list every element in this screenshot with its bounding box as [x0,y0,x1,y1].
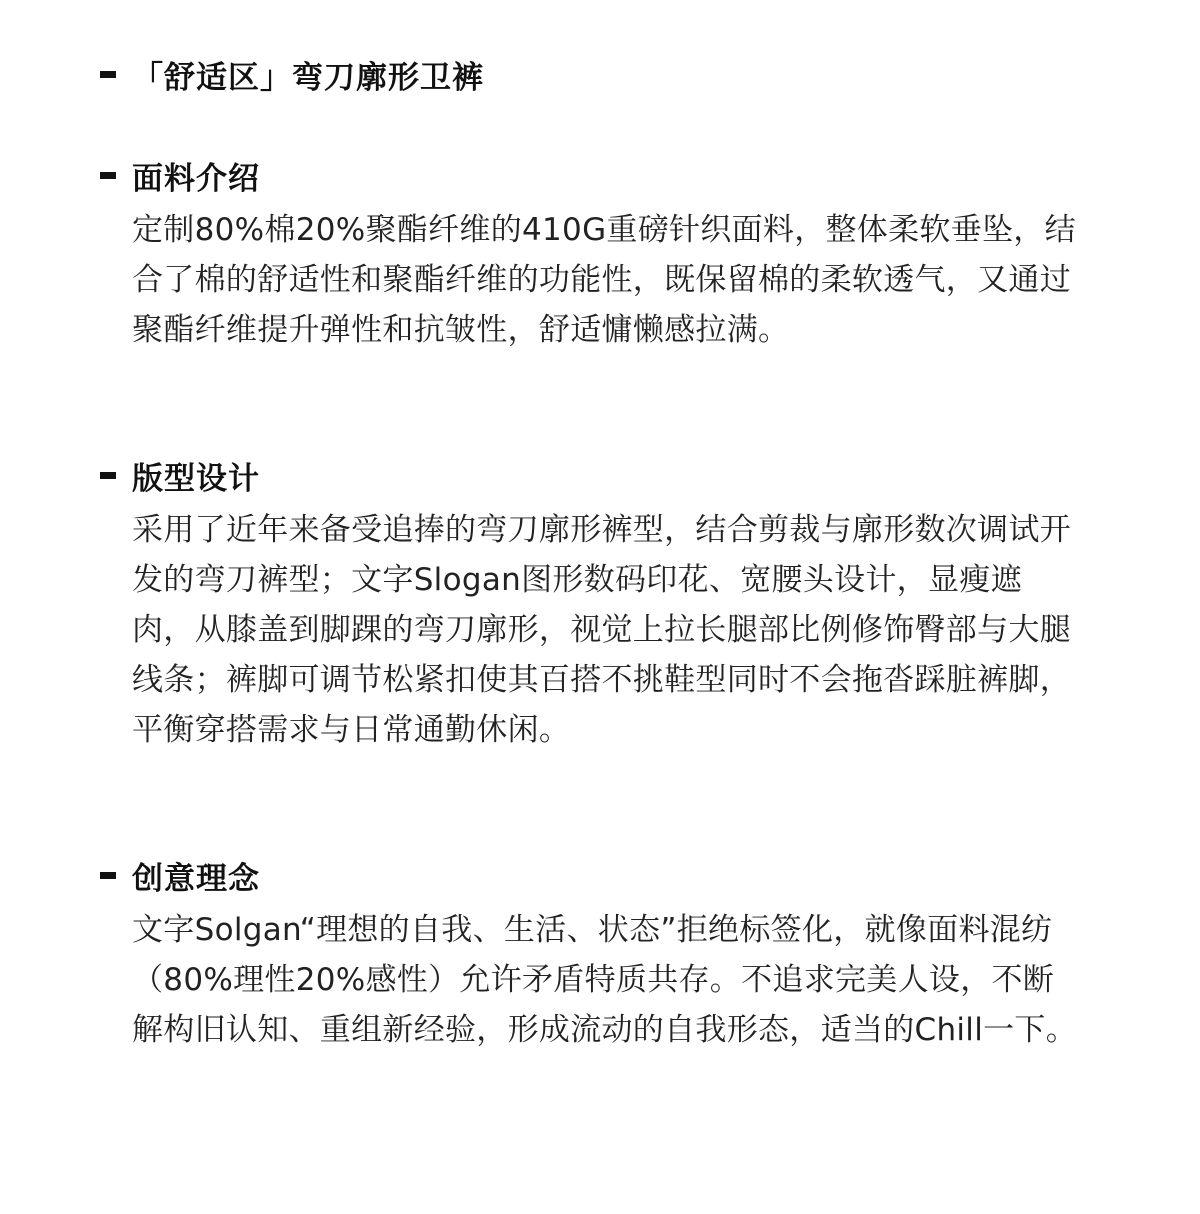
fabric-heading-text: 面料介绍 [132,160,260,197]
design-section [100,455,1090,755]
design-description: 采用了近年来备受追捧的弯刀廓形裤型，结合剪裁与廓形数次调试开发的弯刀裤型；文字Slogan图形数码印花、宽腰头设计，显瘦遮肉，从膝盖到脚踝的弯刀廓形，视觉上拉长腿部比例修饰臀部与大腿线条；裤脚可调节松紧扣使其百搭不挑鞋型同时不会拖沓踩脏裤脚，平衡穿搭需求与日常通勤休闲。 [132,512,1071,748]
concept-description: 文字Solgan“理想的自我、生活、状态”拒绝标签化，就像面料混纺（80%理性20%感性）允许矛盾特质共存。不追求完美人设，不断解构旧认知、重组新经验，形成流动的自我形态，适当的Chill一下。 [132,912,1078,1048]
dash-bullet-icon [100,472,116,479]
design-heading-text: 版型设计 [132,460,260,497]
product-title: 「舒适区」弯刀廓形卫裤 [132,59,484,96]
concept-heading [100,855,1090,895]
dash-bullet-icon [100,172,116,179]
dash-bullet-icon [100,872,116,879]
fabric-section [100,155,1090,355]
concept-section [100,855,1090,1055]
concept-heading-text: 创意理念 [132,860,260,897]
product-title-heading [100,54,1090,94]
fabric-heading [100,155,1090,195]
product-title-section [100,54,1090,94]
design-heading [100,455,1090,495]
fabric-description: 定制80%棉20%聚酯纤维的410G重磅针织面料，整体柔软垂坠，结合了棉的舒适性和聚酯纤维的功能性，既保留棉的柔软透气，又通过聚酯纤维提升弹性和抗皱性，舒适慵懒感拉满。 [132,212,1076,348]
dash-bullet-icon [100,71,116,78]
